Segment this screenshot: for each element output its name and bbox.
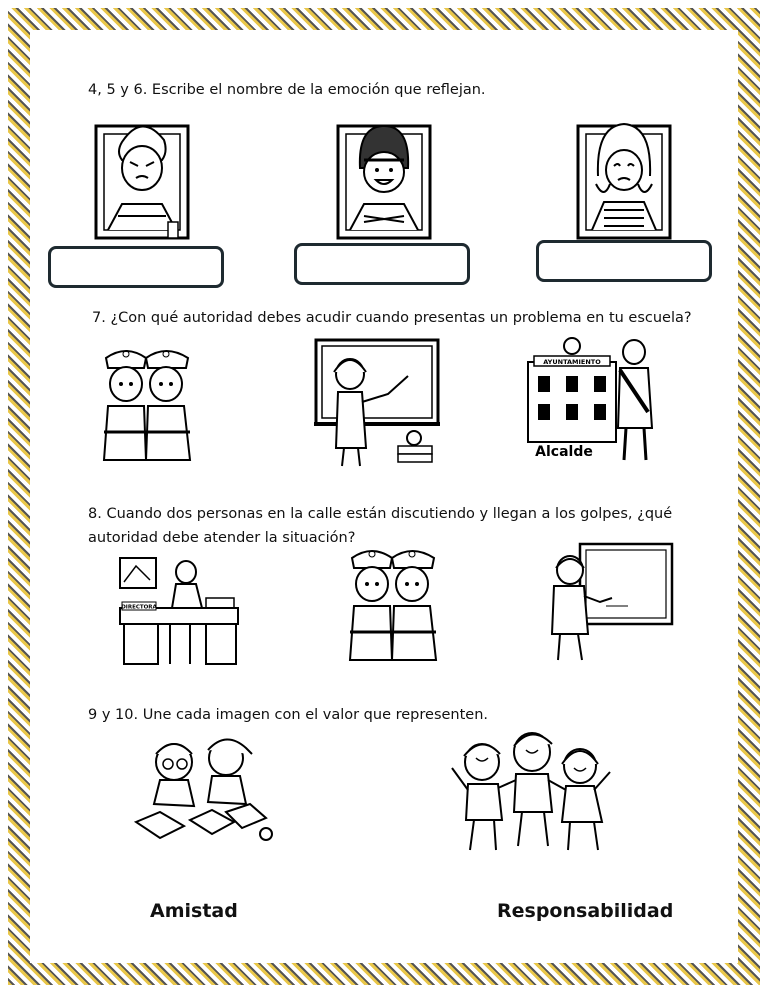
mayor-illustration bbox=[524, 332, 662, 466]
three-friends-illustration bbox=[448, 728, 614, 854]
school-director-illustration bbox=[116, 554, 242, 668]
happy-girl-illustration bbox=[334, 112, 434, 242]
value-friendship: Amistad bbox=[150, 900, 238, 922]
children-studying-illustration bbox=[130, 734, 276, 846]
city-hall-sign: AYUNTAMIENTO bbox=[543, 358, 601, 366]
question-4-5-6: 4, 5 y 6. Escribe el nombre de la emoción que reflejan. bbox=[88, 82, 486, 98]
sad-girl-illustration bbox=[574, 112, 674, 242]
angry-boy-illustration bbox=[92, 112, 192, 242]
answer-box-4[interactable] bbox=[48, 246, 224, 288]
question-7: 7. ¿Con qué autoridad debes acudir cuando presentas un problema en tu escuela? bbox=[92, 310, 692, 326]
answer-box-6[interactable] bbox=[536, 240, 712, 282]
mayor-caption: Alcalde bbox=[535, 444, 593, 460]
question-9-10: 9 y 10. Une cada imagen con el valor que representen. bbox=[88, 707, 489, 723]
police-officers-illustration bbox=[96, 340, 196, 470]
question-8: 8. Cuando dos personas en la calle están discutiendo y llegan a los golpes, ¿qué autoridad debe atender la situación? bbox=[88, 506, 673, 546]
male-teacher-illustration bbox=[546, 540, 676, 664]
director-sign: DIRECTORA bbox=[121, 604, 157, 611]
answer-box-5[interactable] bbox=[294, 243, 470, 285]
police-officers-illustration-2 bbox=[342, 540, 442, 670]
teacher-at-board-illustration bbox=[312, 336, 442, 470]
value-responsibility: Responsabilidad bbox=[497, 900, 674, 922]
